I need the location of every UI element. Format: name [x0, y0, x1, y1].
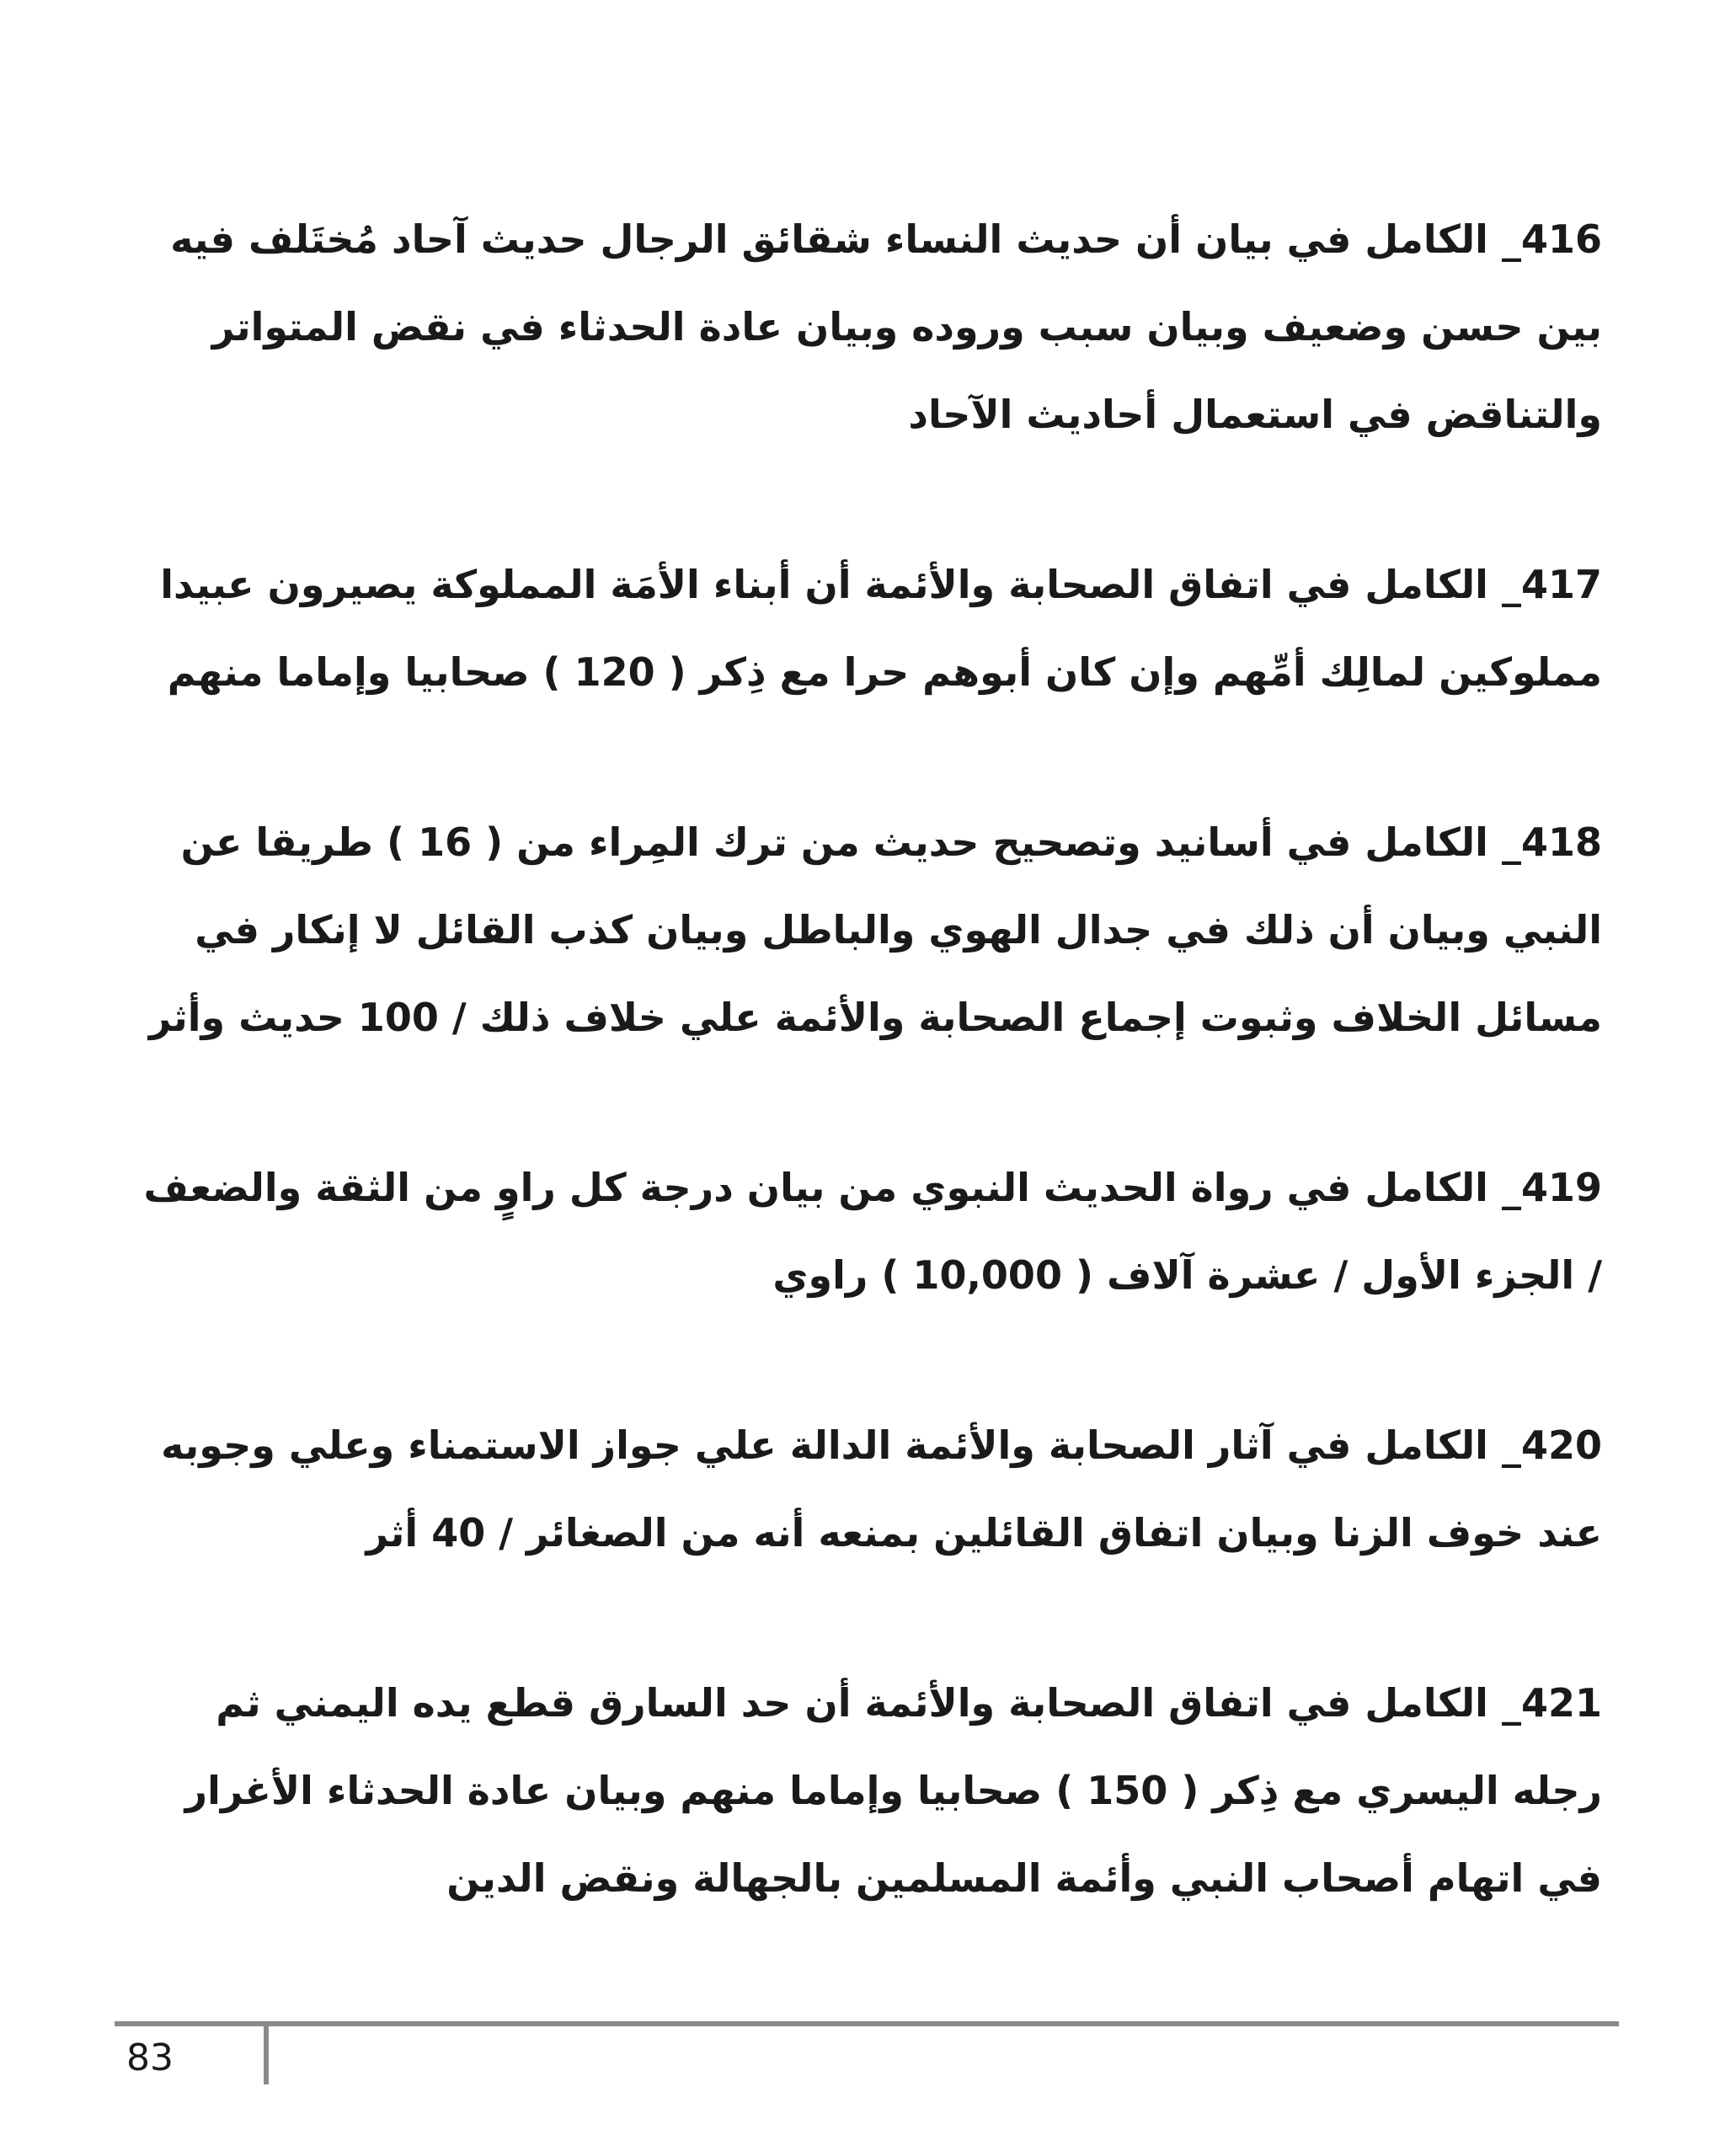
entry-418: 418_ الكامل في أسانيد وتصحيح حديث من ترك المِراء من ( 16 ) طريقا عن النبي وبيان أن ذلك في جدال الهوي والباطل وبيان كذب القائل لا إنكار في مسائل الخلاف وثبوت إجماع الصحابة والأئمة علي خلاف ذلك / 100 حديث وأثر	[148, 819, 1602, 1040]
footer-divider	[115, 2021, 1619, 2026]
entry-420: 420_ الكامل في آثار الصحابة والأئمة الدالة علي جواز الاستمناء وعلي وجوبه عند خوف الزنا وبيان اتفاق القائلين بمنعه أنه من الصغائر / 40 أثر	[161, 1422, 1602, 1556]
entry-416: 416_ الكامل في بيان أن حديث النساء شقائق الرجال حديث آحاد مُختَلف فيه بين حسن وضعيف وبيان سبب وروده وبيان عادة الحدثاء في نقض المتواتر والتناقض في استعمال أحاديث الآحاد	[170, 216, 1602, 437]
entry-419: 419_ الكامل في رواة الحديث النبوي من بيان درجة كل راوٍ من الثقة والضعف / الجزء الأول / عشرة آلاف ( 10,000 ) راوي	[143, 1165, 1602, 1298]
entry-list	[143, 195, 1602, 1922]
footer-tick-divider	[264, 2024, 269, 2084]
entry-421: 421_ الكامل في اتفاق الصحابة والأئمة أن حد السارق قطع يده اليمني ثم رجله اليسري مع ذِكر ( 150 ) صحابيا وإماما منهم وبيان عادة الحدثاء الأغرار في اتهام أصحاب النبي وأئمة المسلمين بالجهالة ونقض الدين	[184, 1680, 1602, 1901]
entry-417: 417_ الكامل في اتفاق الصحابة والأئمة أن أبناء الأمَة المملوكة يصيرون عبيدا مملوكين لمالِك أمِّهم وإن كان أبوهم حرا مع ذِكر ( 120 ) صحابيا وإماما منهم	[160, 562, 1602, 695]
page-number: 83	[126, 2036, 174, 2079]
